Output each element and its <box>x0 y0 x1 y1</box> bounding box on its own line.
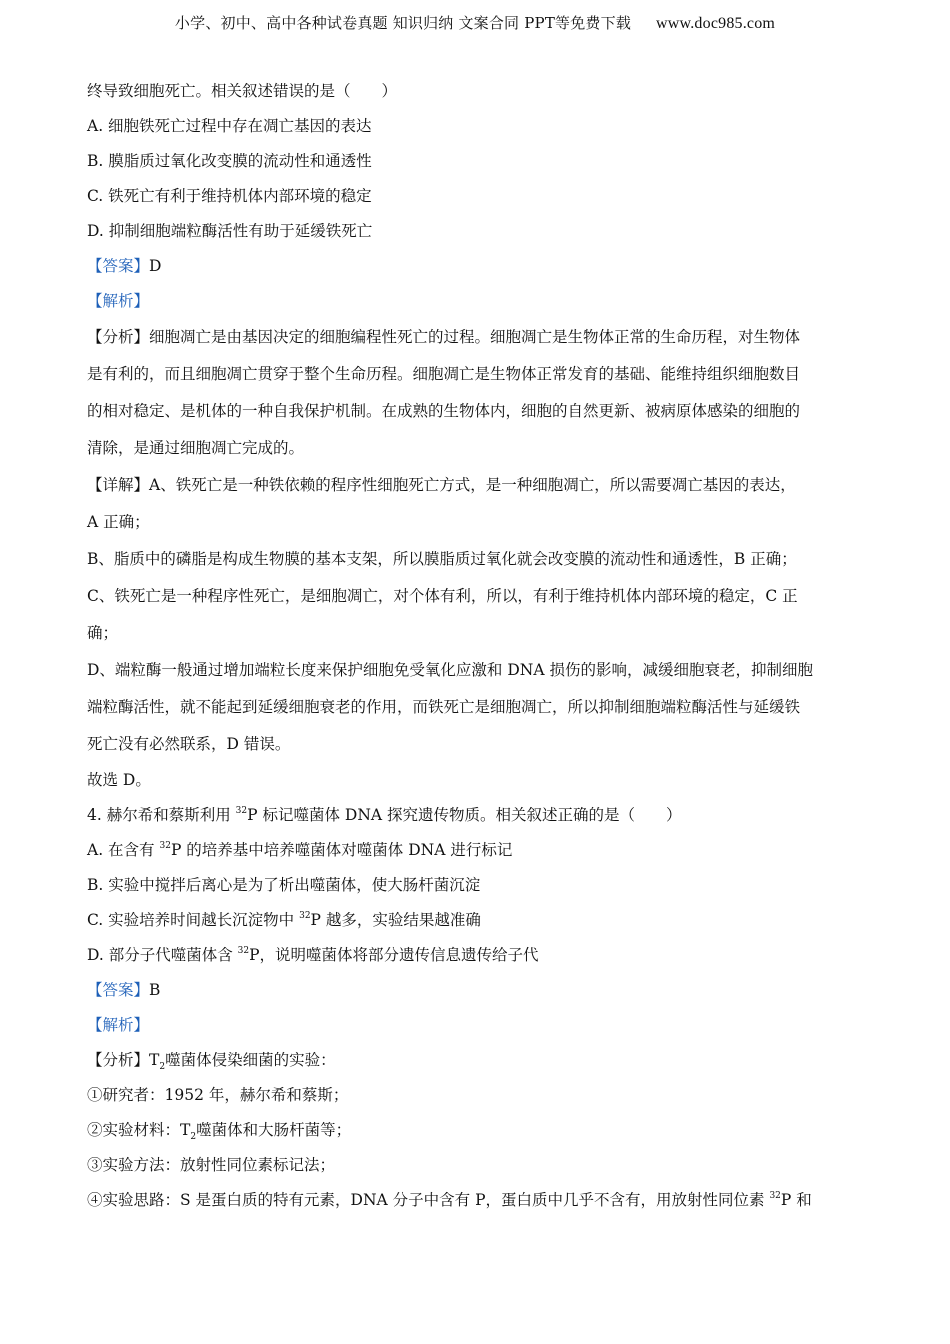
q4-answer <box>87 973 877 1008</box>
q4-option-a-isotope: 32 <box>159 840 171 851</box>
q3-option-a: A. 细胞铁死亡过程中存在凋亡基因的表达 <box>87 117 372 135</box>
q3-stem-tail: 终导致细胞死亡。相关叙述错误的是（ ） <box>87 82 398 100</box>
q4-analysis <box>87 1008 877 1043</box>
q4-item-2-pre: ②实验材料：T <box>87 1121 191 1139</box>
q4-item-2-subscript: 2 <box>190 1132 197 1143</box>
q4-option-d <box>87 938 877 973</box>
q4-item-4-post: P 和 <box>780 1191 812 1209</box>
q3-fenxi-text-1: 细胞凋亡是由基因决定的细胞编程性死亡的过程。细胞凋亡是生物体正常的生命历程，对生物体 <box>149 328 801 346</box>
q4-option-a <box>87 833 877 868</box>
q3-detail-c-line-1: C、铁死亡是一种程序性死亡，是细胞凋亡，对个体有利，所以，有利于维持机体内部环境的稳定，C 正 <box>87 587 798 605</box>
q4-fenxi-title-pre: T <box>149 1051 160 1069</box>
q3-fenxi-line-2: 是有利的，而且细胞凋亡贯穿于整个生命历程。细胞凋亡是生物体正常发育的基础、能维持组织细胞数目 <box>87 365 801 383</box>
q3-detail-d-line-1: D、端粒酶一般通过增加端粒长度来保护细胞免受氧化应激和 DNA 损伤的影响，减缓细胞衰老，抑制细胞 <box>87 661 813 679</box>
q4-stem-isotope: 32 <box>235 805 248 816</box>
document-body <box>87 74 877 1218</box>
q3-option-d: D. 抑制细胞端粒酶活性有助于延缓铁死亡 <box>87 222 373 240</box>
q3-analysis-tag: 【解析】 <box>87 292 150 310</box>
q4-option-d-isotope: 32 <box>237 945 250 956</box>
q4-option-a-post: P 的培养基中培养噬菌体对噬菌体 DNA 进行标记 <box>170 841 513 859</box>
header-site-link[interactable]: www.doc985.com <box>656 15 776 32</box>
q3-fenxi-line-4: 清除，是通过细胞凋亡完成的。 <box>87 439 305 457</box>
q4-stem <box>87 798 877 833</box>
q3-fenxi-tag: 【分析】 <box>87 328 150 346</box>
q3-fenxi-line-1 <box>87 319 877 356</box>
q4-item-1: ①研究者：1952 年，赫尔希和蔡斯； <box>87 1086 349 1104</box>
q3-detail-b: B、脂质中的磷脂是构成生物膜的基本支架，所以膜脂质过氧化就会改变膜的流动性和通透性，B 正确； <box>87 550 797 568</box>
q4-fenxi-subscript: 2 <box>159 1062 166 1073</box>
q4-item-4-isotope: 32 <box>769 1190 781 1201</box>
q3-detail-d-line-2: 端粒酶活性，就不能起到延缓细胞衰老的作用，而铁死亡是细胞凋亡，所以抑制细胞端粒酶活性与延缓铁 <box>87 698 801 716</box>
q3-answer-tag: 【答案】 <box>87 257 150 275</box>
q3-fenxi-line-3: 的相对稳定、是机体的一种自我保护机制。在成熟的生物体内，细胞的自然更新、被病原体感染的细胞的 <box>87 402 801 420</box>
q4-item-2 <box>87 1113 877 1148</box>
q4-option-d-post: P，说明噬菌体将部分遗传信息遗传给子代 <box>249 946 539 964</box>
q4-option-b: B. 实验中搅拌后离心是为了析出噬菌体，使大肠杆菌沉淀 <box>87 876 481 894</box>
q4-stem-pre: 4. 赫尔希和蔡斯利用 <box>87 806 236 824</box>
q4-item-4 <box>87 1183 877 1218</box>
q3-detail-a-line-2: A 正确； <box>87 513 150 531</box>
header-text: 小学、初中、高中各种试卷真题 知识归纳 文案合同 PPT等免费下载 <box>174 14 632 32</box>
q4-option-d-pre: D. 部分子代噬菌体含 <box>87 946 238 964</box>
q3-option-b: B. 膜脂质过氧化改变膜的流动性和通透性 <box>87 152 372 170</box>
q3-detail-c-line-2: 确； <box>87 624 119 642</box>
q4-item-4-pre: ④实验思路：S 是蛋白质的特有元素，DNA 分子中含有 P，蛋白质中几乎不含有，用放射性同位素 <box>87 1191 770 1209</box>
q4-answer-value: B <box>149 981 161 999</box>
q3-conclusion: 故选 D。 <box>87 771 151 789</box>
q4-option-c-isotope: 32 <box>299 910 311 921</box>
q3-answer-value: D <box>149 257 162 275</box>
q4-fenxi-tag: 【分析】 <box>87 1051 150 1069</box>
q4-fenxi-title <box>87 1043 877 1078</box>
q4-stem-post: P 标记噬菌体 DNA 探究遗传物质。相关叙述正确的是（ ） <box>247 806 682 824</box>
q4-answer-tag: 【答案】 <box>87 981 150 999</box>
page-header <box>0 12 950 33</box>
q3-detail-a-line-1 <box>87 467 877 504</box>
q3-analysis <box>87 284 877 319</box>
q4-option-c-pre: C. 实验培养时间越长沉淀物中 <box>87 911 300 929</box>
q3-answer <box>87 249 877 284</box>
q4-item-2-post: 噬菌体和大肠杆菌等； <box>196 1121 352 1139</box>
q4-fenxi-title-post: 噬菌体侵染细菌的实验： <box>165 1051 336 1069</box>
q3-detail-a-text: A、铁死亡是一种铁依赖的程序性细胞死亡方式，是一种细胞凋亡，所以需要凋亡基因的表达， <box>149 476 796 494</box>
q3-detail-d-line-3: 死亡没有必然联系，D 错误。 <box>87 735 291 753</box>
q4-option-a-pre: A. 在含有 <box>87 841 160 859</box>
q4-option-c-post: P 越多，实验结果越准确 <box>310 911 481 929</box>
q3-option-c: C. 铁死亡有利于维持机体内部环境的稳定 <box>87 187 372 205</box>
q4-item-3: ③实验方法：放射性同位素标记法； <box>87 1156 336 1174</box>
q3-xiangjie-tag: 【详解】 <box>87 476 150 494</box>
q4-analysis-tag: 【解析】 <box>87 1016 150 1034</box>
q4-option-c <box>87 903 877 938</box>
